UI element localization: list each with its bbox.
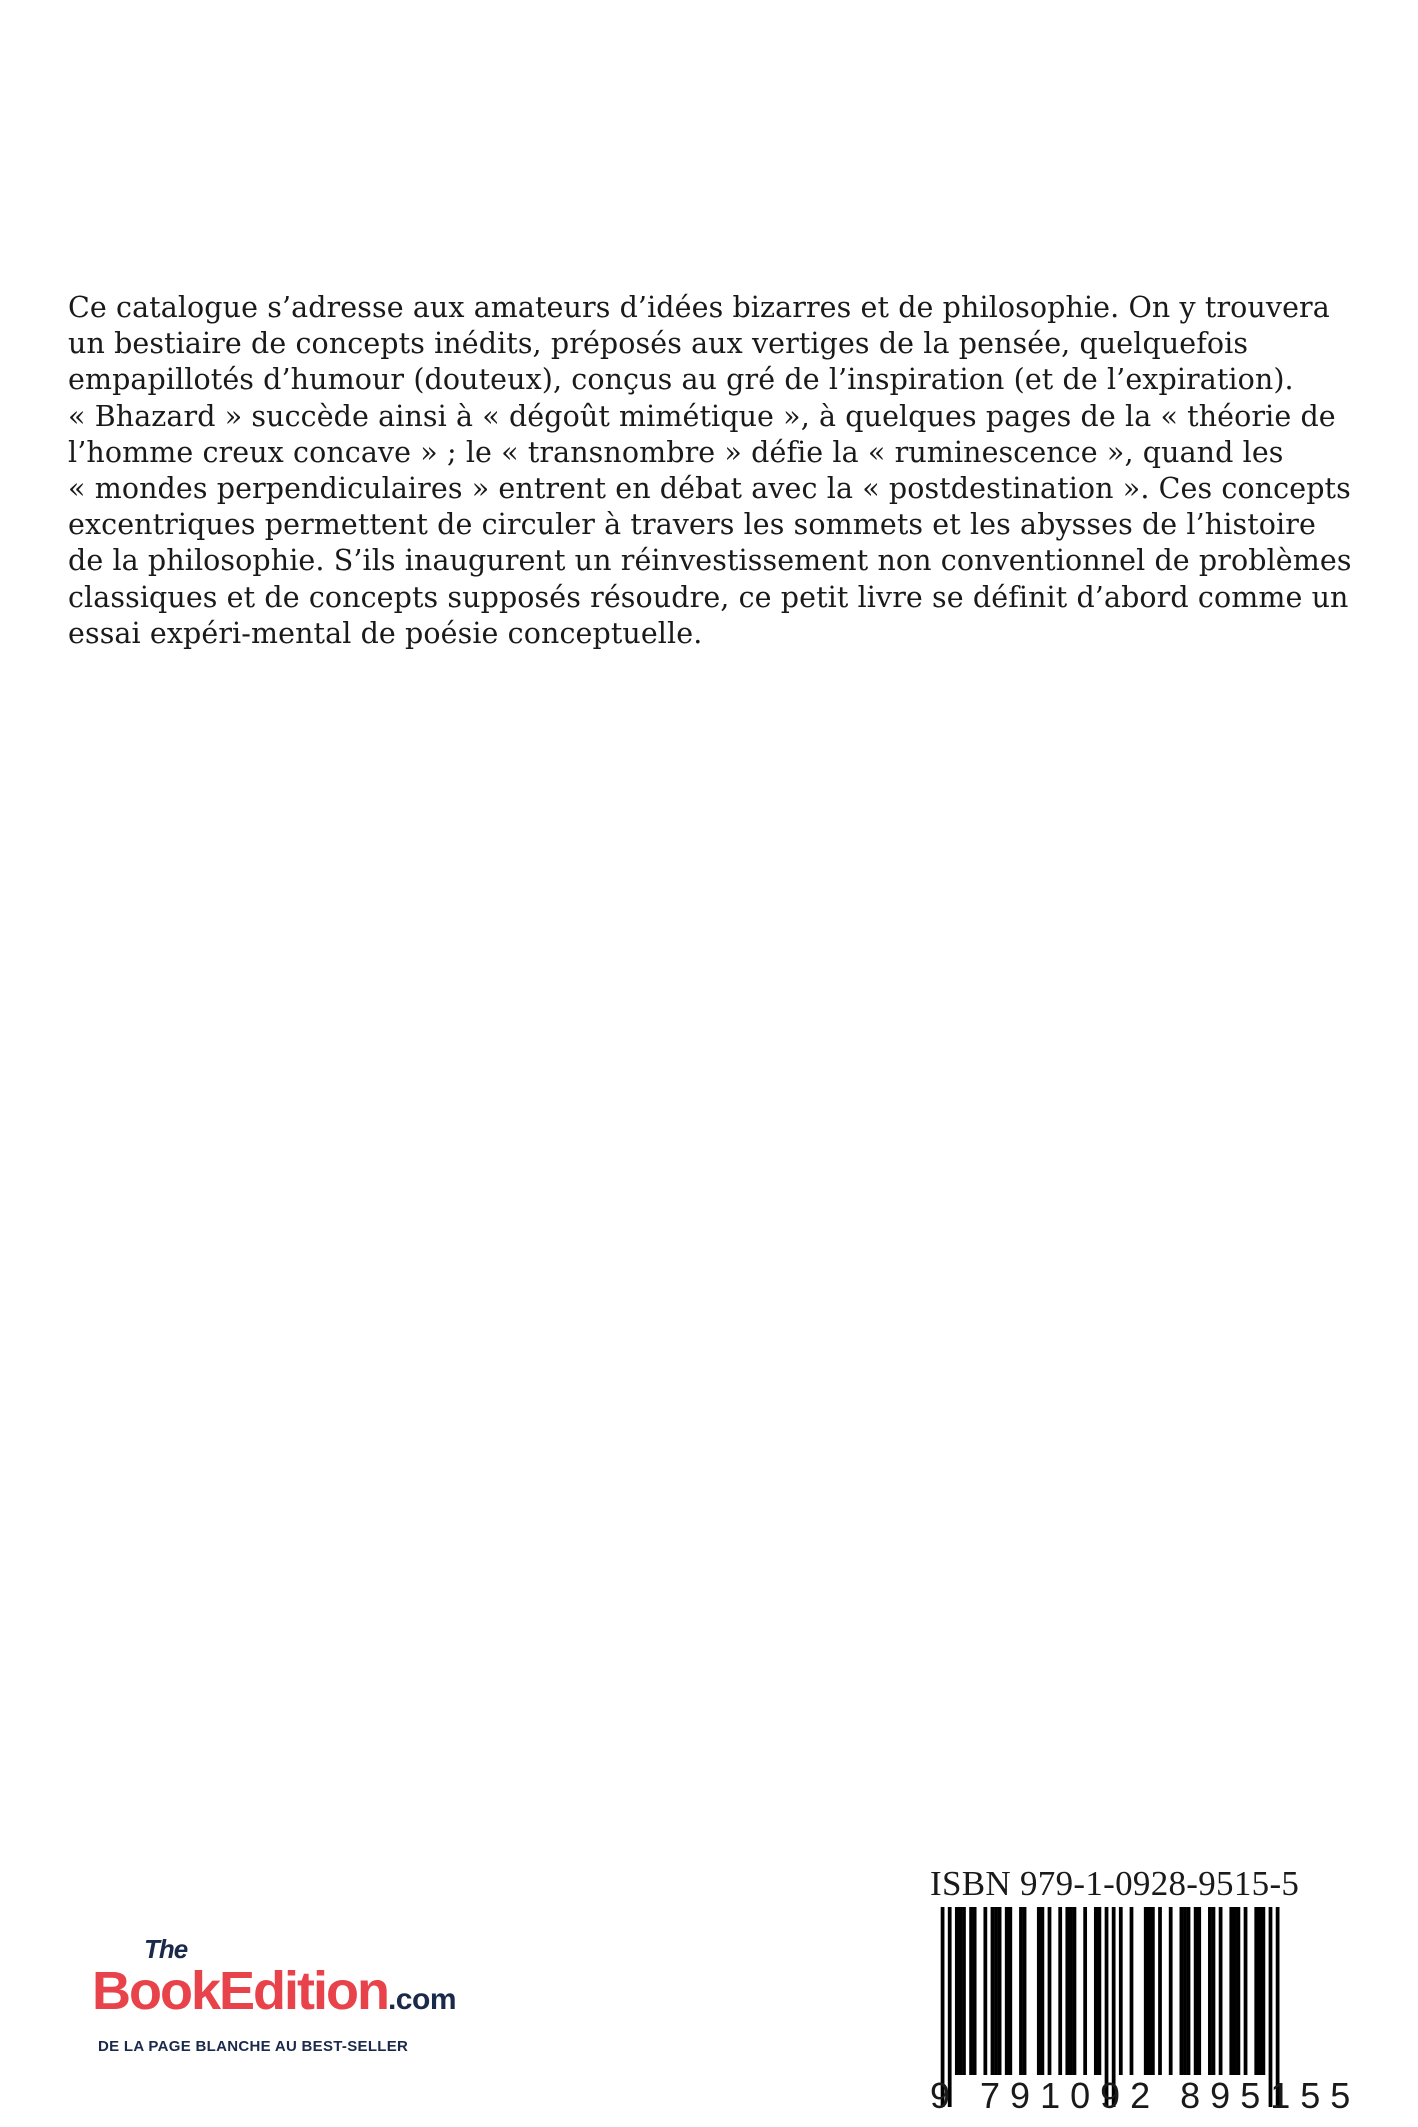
- barcode-bar: [1212, 1907, 1216, 2075]
- barcode-bar: [1065, 1907, 1069, 2075]
- barcode-bar: [962, 1907, 966, 2075]
- barcode-bar: [1258, 1907, 1262, 2075]
- barcode-bar: [983, 1907, 987, 2075]
- barcode-bar: [1183, 1907, 1187, 2075]
- logo-tagline: DE LA PAGE BLANCHE AU BEST-SELLER: [98, 2038, 409, 2055]
- barcode-bar: [1019, 1907, 1023, 2075]
- barcode-bar: [994, 1907, 998, 2075]
- barcode-bar: [1147, 1907, 1151, 2075]
- barcode-bar: [955, 1907, 959, 2075]
- blurb-line: l’homme creux concave » ; le « transnombre » défie la « ruminescence », quand les: [68, 435, 1284, 469]
- barcode-bar: [1229, 1907, 1233, 2075]
- barcode-bar: [1233, 1907, 1237, 2075]
- barcode-bar: [1151, 1907, 1155, 2075]
- barcode-bar: [1008, 1907, 1012, 2075]
- barcode-bar: [1237, 1907, 1241, 2075]
- barcode-bar: [1194, 1907, 1198, 2075]
- barcode-bar: [1005, 1907, 1009, 2075]
- back-cover-blurb: [68, 290, 1358, 652]
- barcode-bar: [1130, 1907, 1134, 2075]
- barcode-bar: [1041, 1907, 1045, 2075]
- barcode-bar: [959, 1907, 963, 2075]
- barcode-bar: [1158, 1907, 1162, 2075]
- barcode-bar: [1144, 1907, 1148, 2075]
- barcode-bar: [1069, 1907, 1073, 2075]
- blurb-line: empapillotés d’humour (douteux), conçus au gré de l’inspiration (et de l’expiration).: [68, 363, 1294, 397]
- blurb-line: excentriques permettent de circuler à travers les sommets et les abysses de l’histoire: [68, 508, 1316, 542]
- barcode-bar: [1219, 1907, 1223, 2075]
- barcode-bar: [1094, 1907, 1098, 2075]
- barcode-bar: [973, 1907, 977, 2075]
- barcode-bar: [1098, 1907, 1102, 2075]
- isbn-barcode-block: [930, 1864, 1361, 2116]
- isbn-label: ISBN 979-1-0928-9515-5: [930, 1864, 1300, 1903]
- barcode-bar: [1261, 1907, 1265, 2075]
- barcode-bar: [1048, 1907, 1052, 2075]
- barcode-bar: [1037, 1907, 1041, 2075]
- barcode-bar: [1023, 1907, 1027, 2075]
- logo-suffix-text: .com: [387, 1983, 456, 2016]
- barcode-bar: [991, 1907, 995, 2075]
- barcode-bar: [1244, 1907, 1248, 2075]
- barcode-bar: [1180, 1907, 1184, 2075]
- logo-main-text: BookEdition: [92, 1961, 388, 2021]
- blurb-line: de la philosophie. S’ils inaugurent un réinvestissement non conventionnel de problèmes: [68, 544, 1352, 578]
- blurb-line: Ce catalogue s’adresse aux amateurs d’idées bizarres et de philosophie. On y trouvera: [68, 291, 1330, 324]
- blurb-line: essai expéri-mental de poésie conceptuelle.: [68, 616, 703, 650]
- barcode-bar: [969, 1907, 973, 2075]
- blurb-line: « mondes perpendiculaires » entrent en débat avec la « postdestination ». Ces concepts: [68, 472, 1351, 506]
- barcode-bar: [1254, 1907, 1258, 2075]
- logo-wordmark: [92, 1960, 456, 2022]
- blurb-line: un bestiaire de concepts inédits, préposés aux vertiges de la pensée, quelquefois: [68, 327, 1249, 361]
- barcode-bar: [1169, 1907, 1173, 2075]
- barcode-bar: [1073, 1907, 1077, 2075]
- barcode-digits: 9 791092 895155: [930, 2075, 1361, 2116]
- logo-the-text: The: [144, 1934, 188, 1964]
- blurb-line: « Bhazard » succède ainsi à « dégoût mimétique », à quelques pages de la « théorie de: [68, 399, 1336, 433]
- barcode-bar: [1208, 1907, 1212, 2075]
- barcode-bar: [1083, 1907, 1087, 2075]
- barcode-bar: [1058, 1907, 1062, 2075]
- blurb-line: classiques et de concepts supposés résoudre, ce petit livre se définit d’abord comme un: [68, 580, 1349, 614]
- barcode-bar: [1119, 1907, 1123, 2075]
- barcode-bar: [1187, 1907, 1191, 2075]
- barcode-bar: [1197, 1907, 1201, 2075]
- barcode-bar: [998, 1907, 1002, 2075]
